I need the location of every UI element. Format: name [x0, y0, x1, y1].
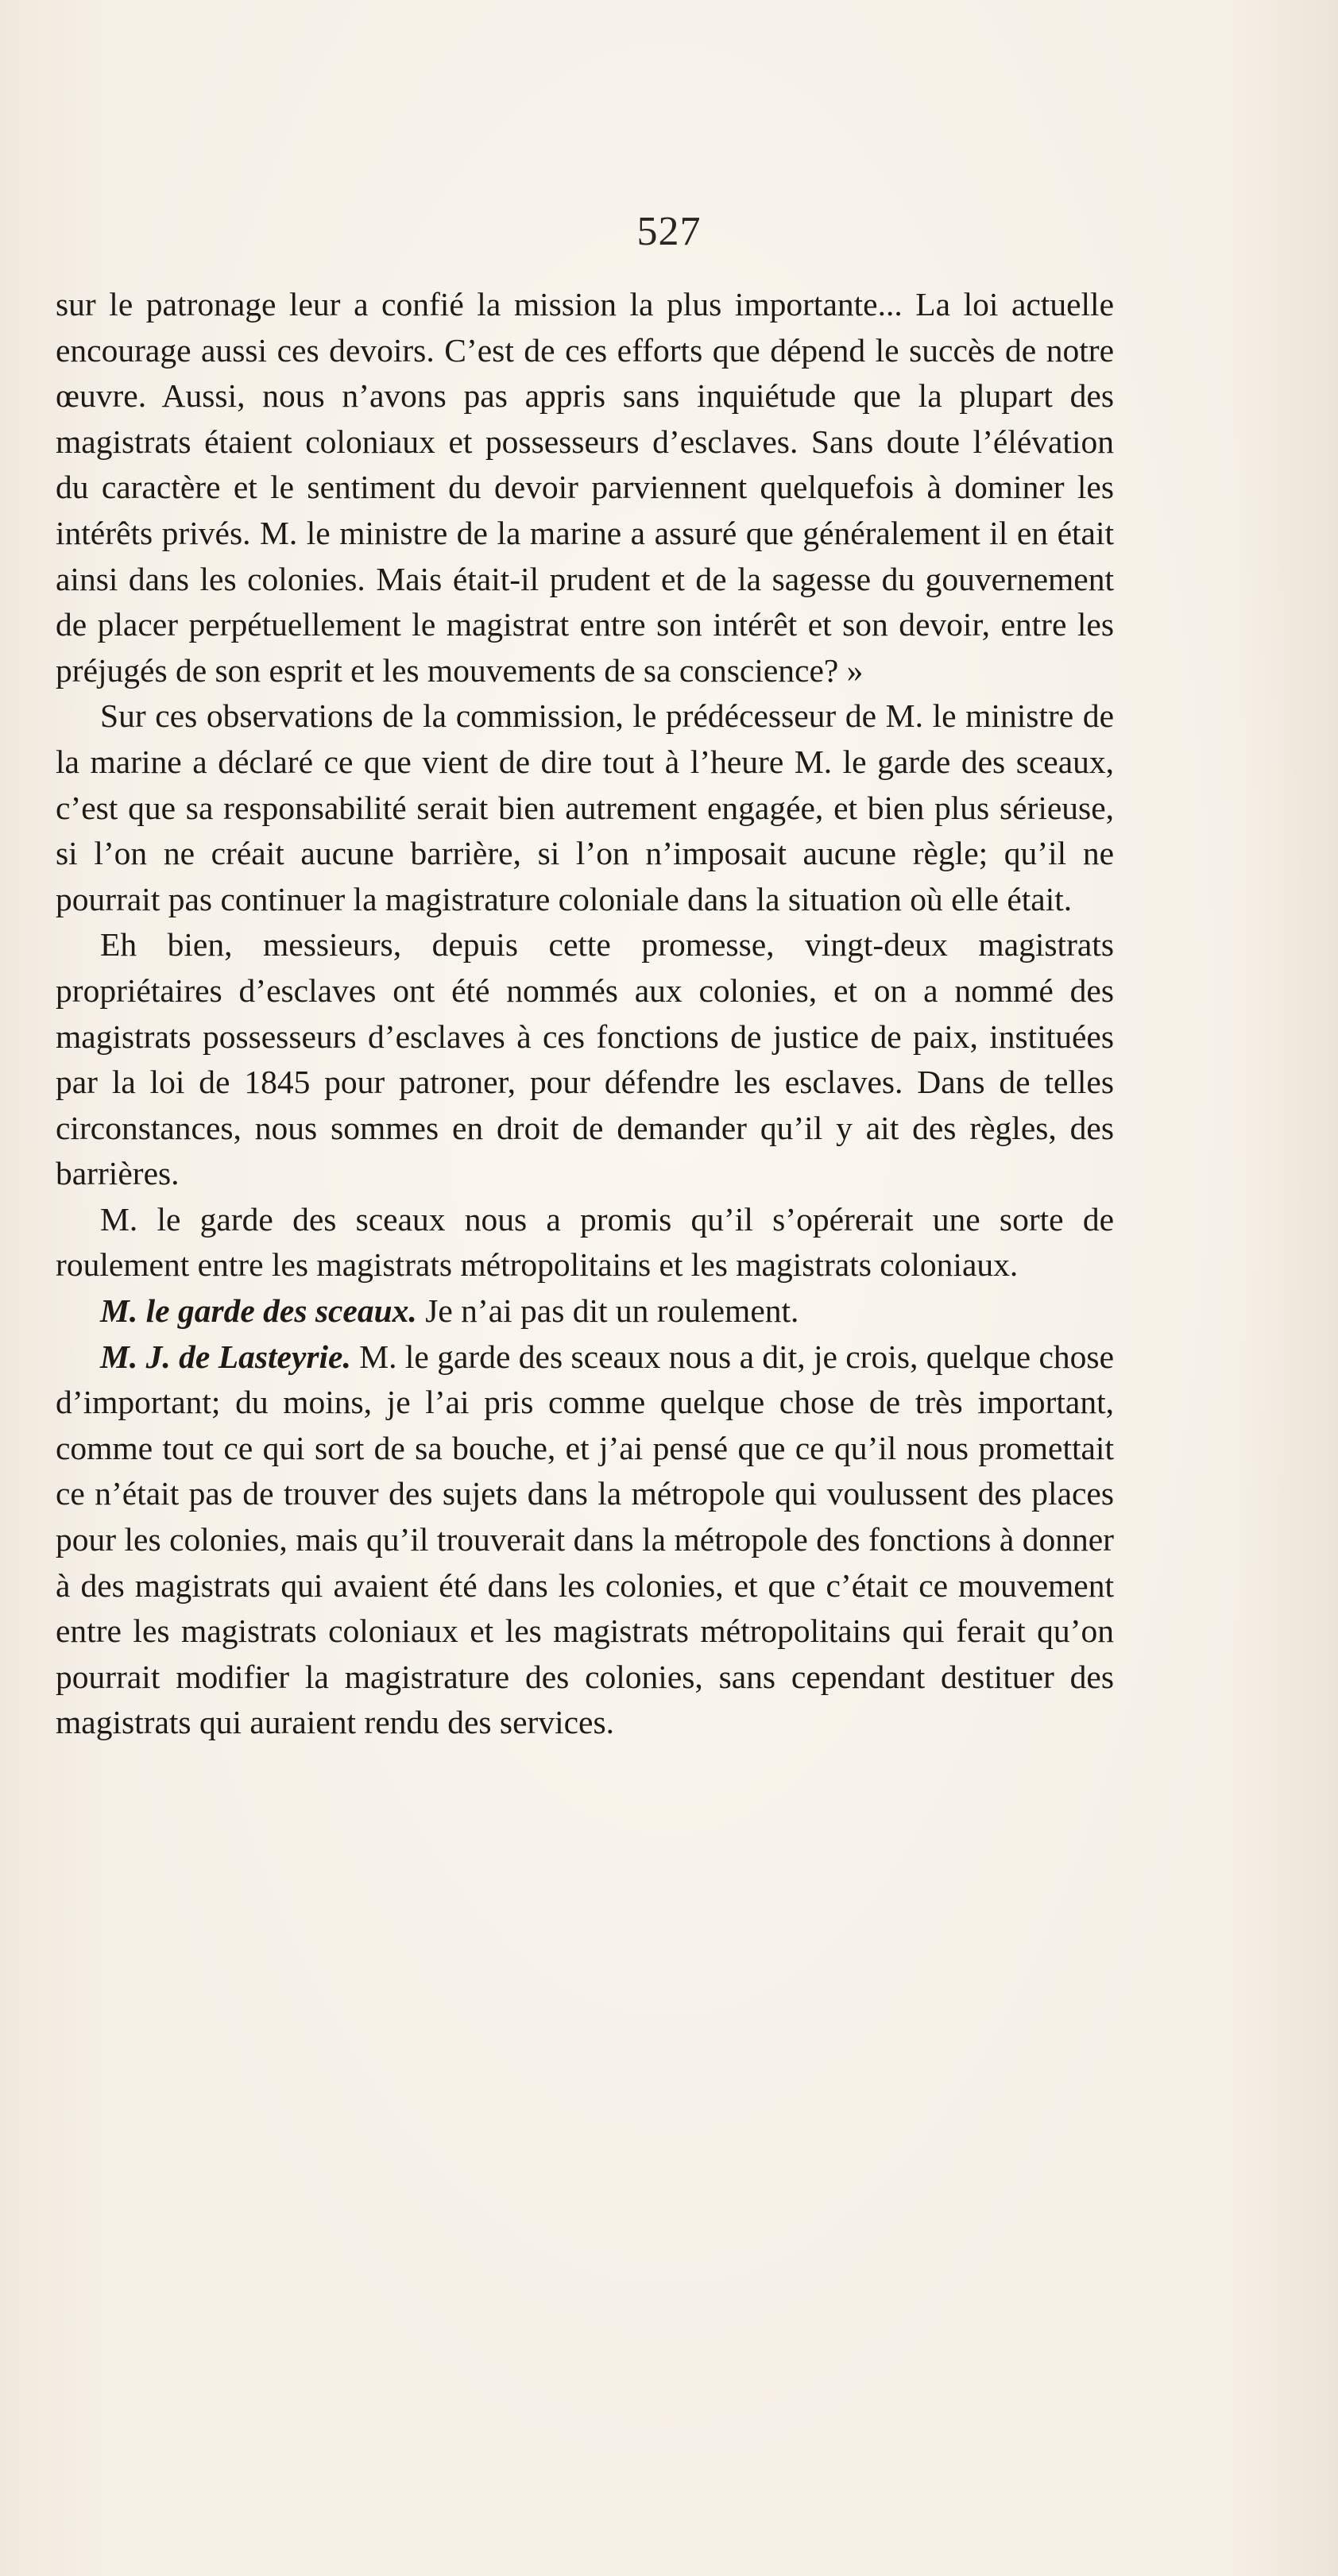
speaker-label: M. J. de Lasteyrie.	[100, 1338, 351, 1375]
paragraph-2	[56, 693, 1114, 922]
paragraph-4	[56, 1197, 1114, 1288]
paragraph-3	[56, 922, 1114, 1197]
speaker-label: M. le garde des sceaux.	[100, 1292, 417, 1330]
body-text	[56, 282, 1114, 1746]
paragraph-5	[56, 1288, 1114, 1334]
paragraph-5-text: Je n’ai pas dit un roulement.	[425, 1292, 799, 1330]
page-number: 527	[636, 209, 702, 254]
paragraph-4-text: M. le garde des sceaux nous a promis qu’il s’opérerait une sorte de roulement entre les magistrats métropolitains et les magistrats coloniaux.	[56, 1200, 1114, 1284]
paragraph-1	[56, 282, 1114, 693]
paragraph-1-text: sur le patronage leur a confié la mission la plus importante... La loi actuelle encourage aussi ces devoirs. C’est de ces efforts que dépend le succès de notre œuvre. Aussi, nous n’avons pas appris sans inquiétude que la plupart des magistrats étaient coloniaux et possesseurs d’esclaves. Sans doute l’élévation du caractère et le sentiment du devoir parviennent quelquefois à dominer les intérêts privés. M. le ministre de la marine a assuré que généralement il en était ainsi dans les colonies. Mais était-il prudent et de la sagesse du gouvernement de placer perpétuellement le magistrat entre son intérêt et son devoir, entre les préjugés de son esprit et les mouvements de sa conscience? »	[56, 286, 1114, 689]
paragraph-3-text: Eh bien, messieurs, depuis cette promesse, vingt-deux magistrats propriétaires d’esclaves ont été nommés aux colonies, et on a nommé des magistrats possesseurs d’esclaves à ces fonctions de justice de paix, instituées par la loi de 1845 pour patroner, pour défendre les esclaves. Dans de telles circonstances, nous sommes en droit de demander qu’il y ait des règles, des barrières.	[56, 926, 1114, 1192]
paragraph-6-text: M. le garde des sceaux nous a dit, je crois, quelque chose d’important; du moins, je l’ai pris comme quelque chose de très important, comme tout ce qui sort de sa bouche, et j’ai pensé que ce qu’il nous promettait ce n’était pas de trouver des sujets dans la métropole qui voulussent des places pour les colonies, mais qu’il trouverait dans la métropole des fonctions à donner à des magistrats qui avaient été dans les colonies, et que c’était ce mouvement entre les magistrats coloniaux et les magistrats métropolitains qui ferait qu’on pourrait modifier la magistrature des colonies, sans cependant destituer des magistrats qui auraient rendu des services.	[56, 1338, 1114, 1741]
paragraph-2-text: Sur ces observations de la commission, le prédécesseur de M. le ministre de la marine a déclaré ce que vient de dire tout à l’heure M. le garde des sceaux, c’est que sa responsabilité serait bien autrement engagée, et bien plus sérieuse, si l’on ne créait aucune barrière, si l’on n’imposait aucune règle; qu’il ne pourrait pas continuer la magistrature coloniale dans la situation où elle était.	[56, 697, 1114, 917]
paragraph-6	[56, 1334, 1114, 1746]
